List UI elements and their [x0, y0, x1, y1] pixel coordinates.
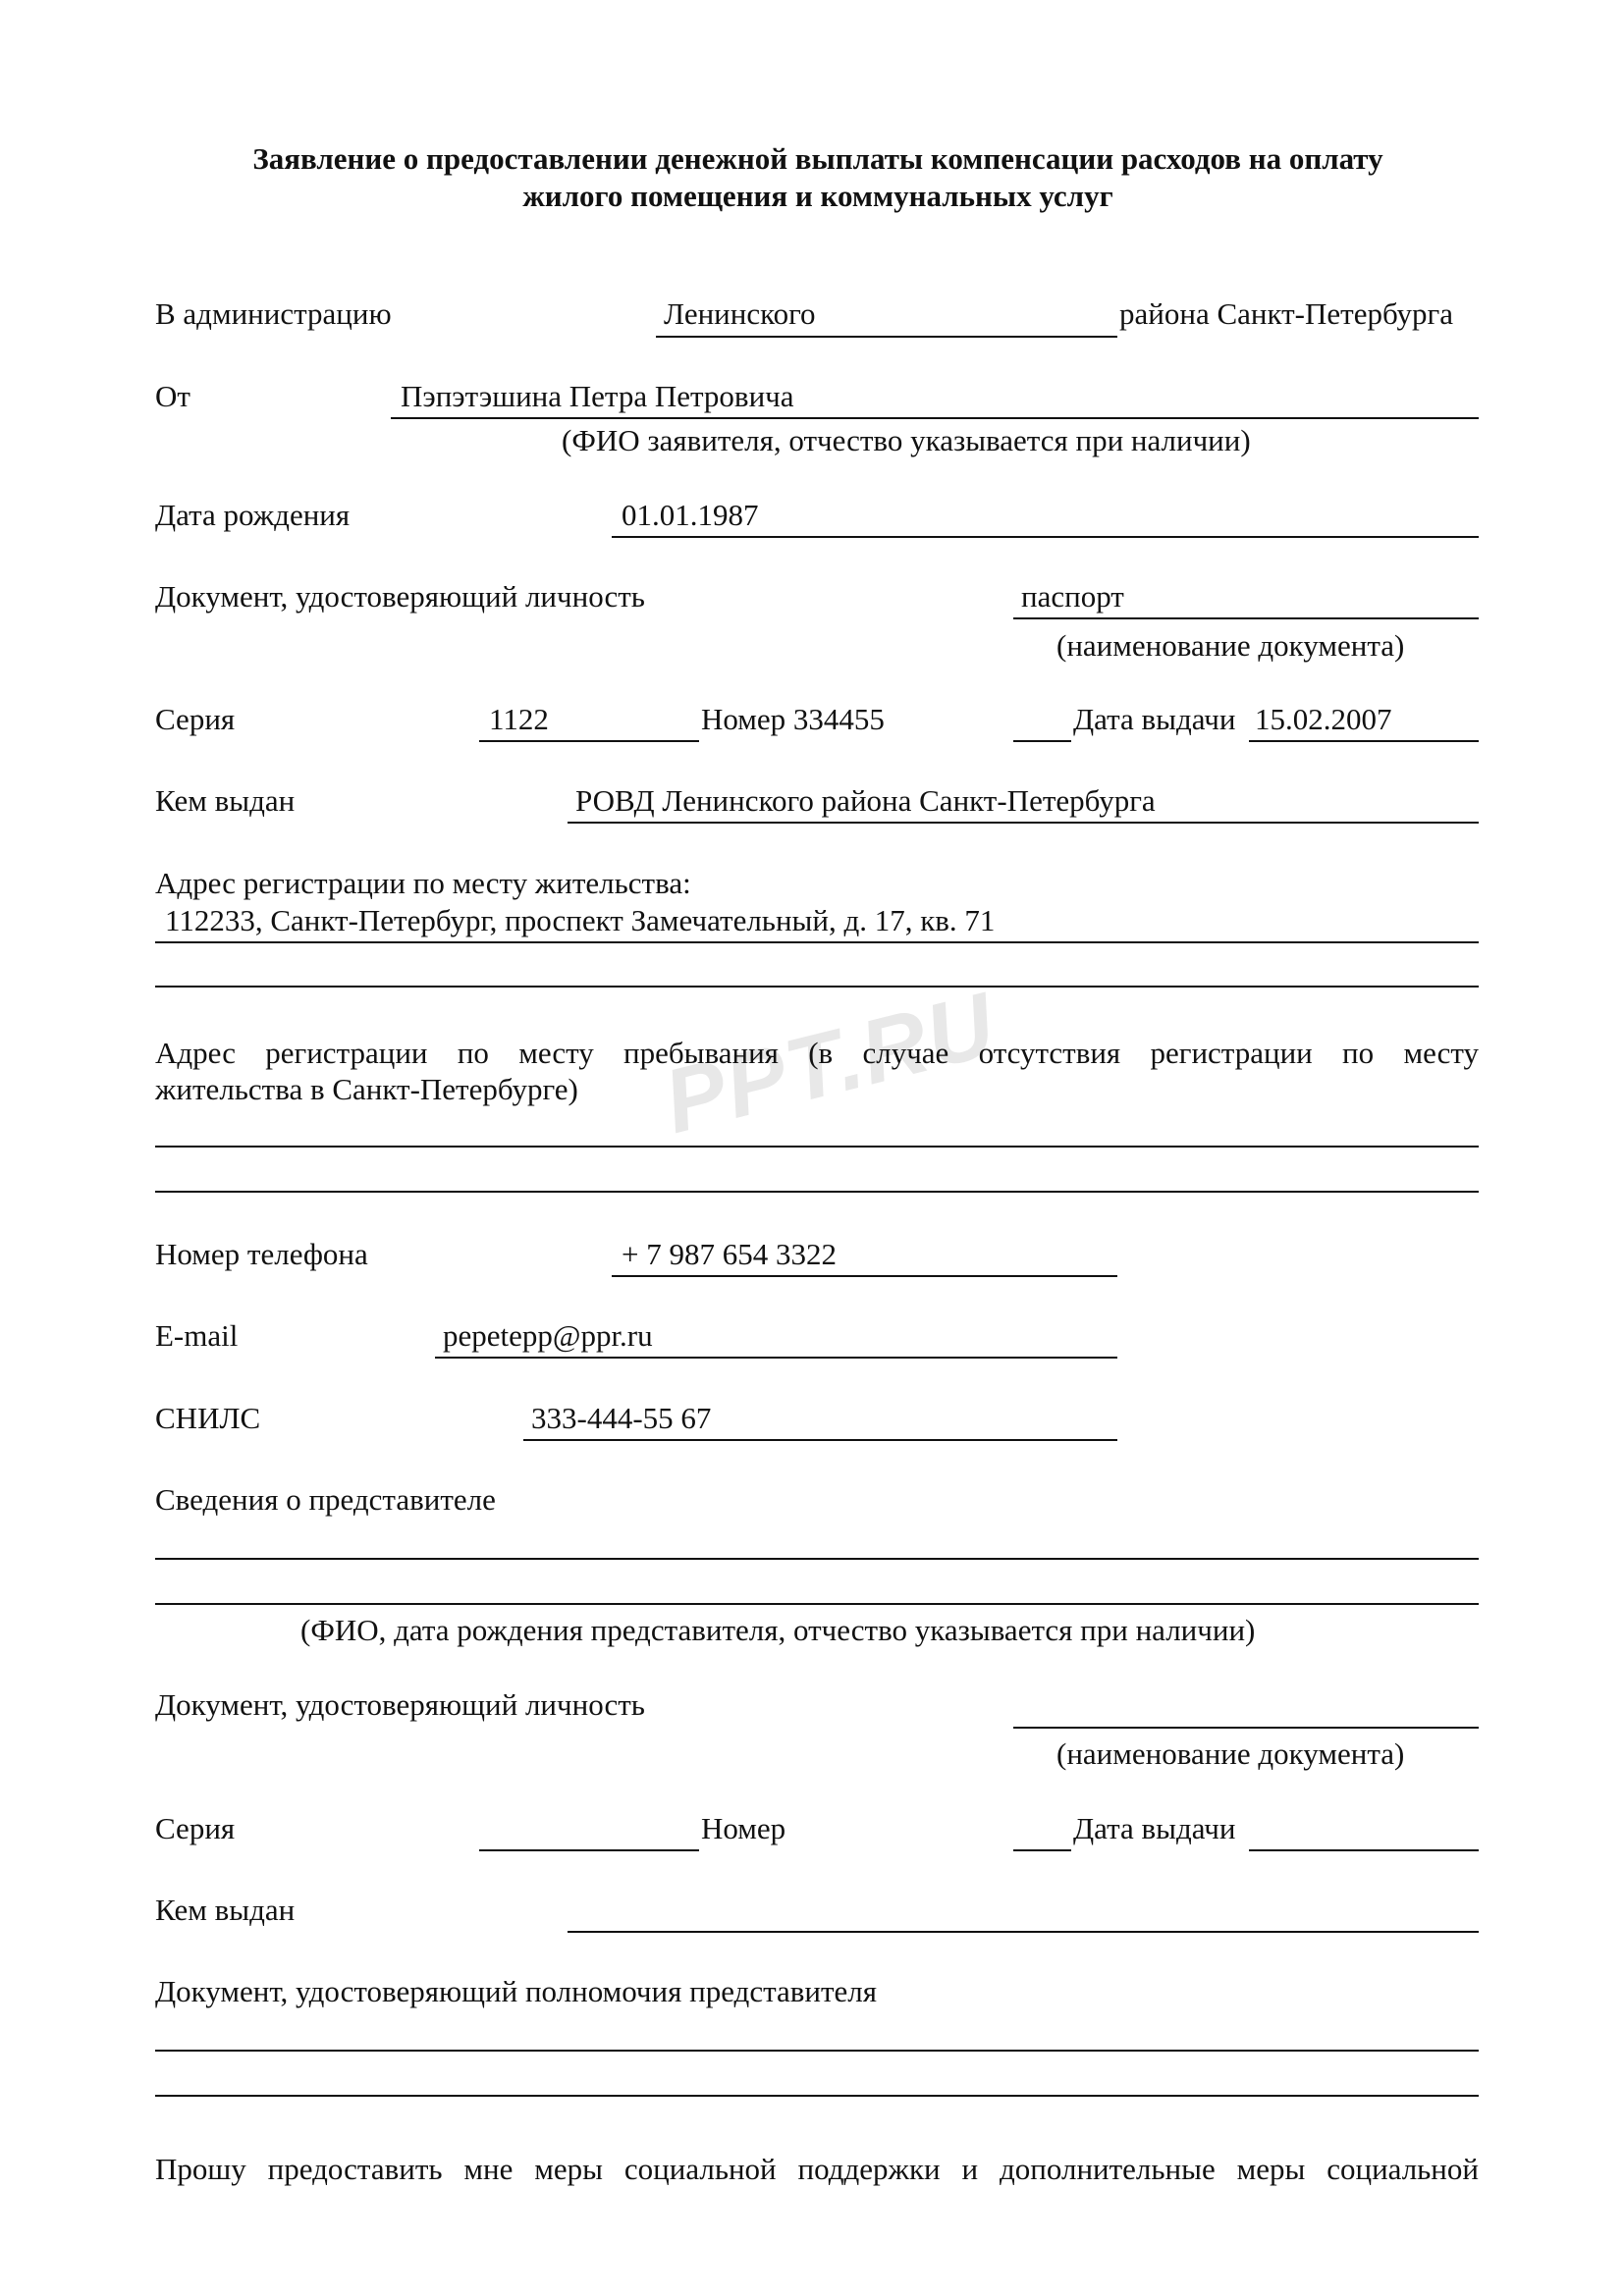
- snils-underline: [523, 1439, 1117, 1441]
- identity-doc-label: Документ, удостоверяющий личность: [155, 579, 645, 614]
- rep-number-underline[interactable]: [1013, 1849, 1071, 1851]
- representative-info-hint: (ФИО, дата рождения представителя, отчество указывается при наличии): [300, 1613, 1256, 1647]
- rep-series-underline[interactable]: [479, 1849, 699, 1851]
- issue-date-underline: [1249, 740, 1479, 742]
- number-underline: [1013, 740, 1071, 742]
- representative-info-label: Сведения о представителе: [155, 1482, 496, 1517]
- rep-issued-by-label: Кем выдан: [155, 1893, 296, 1927]
- series-value[interactable]: 1122: [489, 702, 549, 736]
- stay-address-label-line-2: жительства в Санкт-Петербурге): [155, 1072, 578, 1106]
- identity-doc-underline: [1013, 617, 1479, 619]
- representative-info-underline-1[interactable]: [155, 1558, 1479, 1560]
- identity-doc-value[interactable]: паспорт: [1021, 579, 1124, 614]
- administration-district-value[interactable]: Ленинского: [664, 296, 816, 331]
- reg-address-underline-2: [155, 986, 1479, 988]
- administration-underline: [656, 336, 1117, 338]
- issue-date-value[interactable]: 15.02.2007: [1255, 702, 1392, 736]
- issued-by-value[interactable]: РОВД Ленинского района Санкт-Петербурга: [575, 783, 1156, 818]
- applicant-name-hint: (ФИО заявителя, отчество указывается при наличии): [562, 423, 1251, 457]
- administration-suffix: района Санкт-Петербурга: [1119, 296, 1454, 331]
- issued-by-underline: [568, 822, 1479, 824]
- email-label: E-mail: [155, 1318, 239, 1353]
- rep-identity-doc-underline[interactable]: [1013, 1727, 1479, 1729]
- authority-doc-underline-2[interactable]: [155, 2095, 1479, 2097]
- series-underline: [479, 740, 699, 742]
- representative-info-underline-2[interactable]: [155, 1603, 1479, 1605]
- stay-address-underline-1: [155, 1146, 1479, 1148]
- phone-underline: [612, 1275, 1117, 1277]
- rep-identity-doc-label: Документ, удостоверяющий личность: [155, 1687, 645, 1722]
- email-underline: [435, 1357, 1117, 1359]
- stay-address-label-line-1: Адрес регистрации по месту пребывания (в случае отсутствия регистрации по месту: [155, 1036, 1479, 1070]
- watermark: PPT.RU: [654, 974, 1005, 1153]
- applicant-name-underline: [391, 417, 1479, 419]
- birth-date-label: Дата рождения: [155, 498, 351, 532]
- form-title-line-2: жилого помещения и коммунальных услуг: [522, 179, 1113, 213]
- rep-series-label: Серия: [155, 1811, 236, 1845]
- snils-value[interactable]: 333-444-55 67: [531, 1401, 712, 1435]
- form-title-line-1: Заявление о предоставлении денежной выплаты компенсации расходов на оплату: [252, 141, 1383, 176]
- administration-label: В администрацию: [155, 296, 392, 331]
- stay-address-underline-2: [155, 1191, 1479, 1193]
- reg-address-label: Адрес регистрации по месту жительства:: [155, 866, 691, 900]
- rep-number-label: Номер: [701, 1811, 786, 1845]
- applicant-name-value[interactable]: Пэпэтэшина Петра Петровича: [401, 379, 794, 413]
- identity-doc-hint: (наименование документа): [1056, 628, 1405, 663]
- reg-address-value[interactable]: 112233, Санкт-Петербург, проспект Замечательный, д. 17, кв. 71: [165, 903, 996, 937]
- rep-identity-doc-hint: (наименование документа): [1056, 1736, 1405, 1771]
- email-value[interactable]: pepetepp@ppr.ru: [443, 1318, 653, 1353]
- phone-value[interactable]: + 7 987 654 3322: [622, 1237, 837, 1271]
- from-label: От: [155, 379, 190, 413]
- request-text: Прошу предоставить мне меры социальной поддержки и дополнительные меры социальной: [155, 2152, 1479, 2186]
- rep-issue-date-label: Дата выдачи: [1073, 1811, 1236, 1845]
- reg-address-underline-1: [155, 941, 1479, 943]
- birth-date-underline: [612, 536, 1479, 538]
- series-label: Серия: [155, 702, 236, 736]
- birth-date-value[interactable]: 01.01.1987: [622, 498, 759, 532]
- issue-date-label: Дата выдачи: [1073, 702, 1236, 736]
- authority-doc-underline-1[interactable]: [155, 2050, 1479, 2052]
- rep-issue-date-underline[interactable]: [1249, 1849, 1479, 1851]
- rep-issued-by-underline[interactable]: [568, 1931, 1479, 1933]
- snils-label: СНИЛС: [155, 1401, 261, 1435]
- issued-by-label: Кем выдан: [155, 783, 296, 818]
- number-label-value[interactable]: Номер 334455: [701, 702, 885, 736]
- phone-label: Номер телефона: [155, 1237, 368, 1271]
- authority-doc-label: Документ, удостоверяющий полномочия представителя: [155, 1974, 878, 2008]
